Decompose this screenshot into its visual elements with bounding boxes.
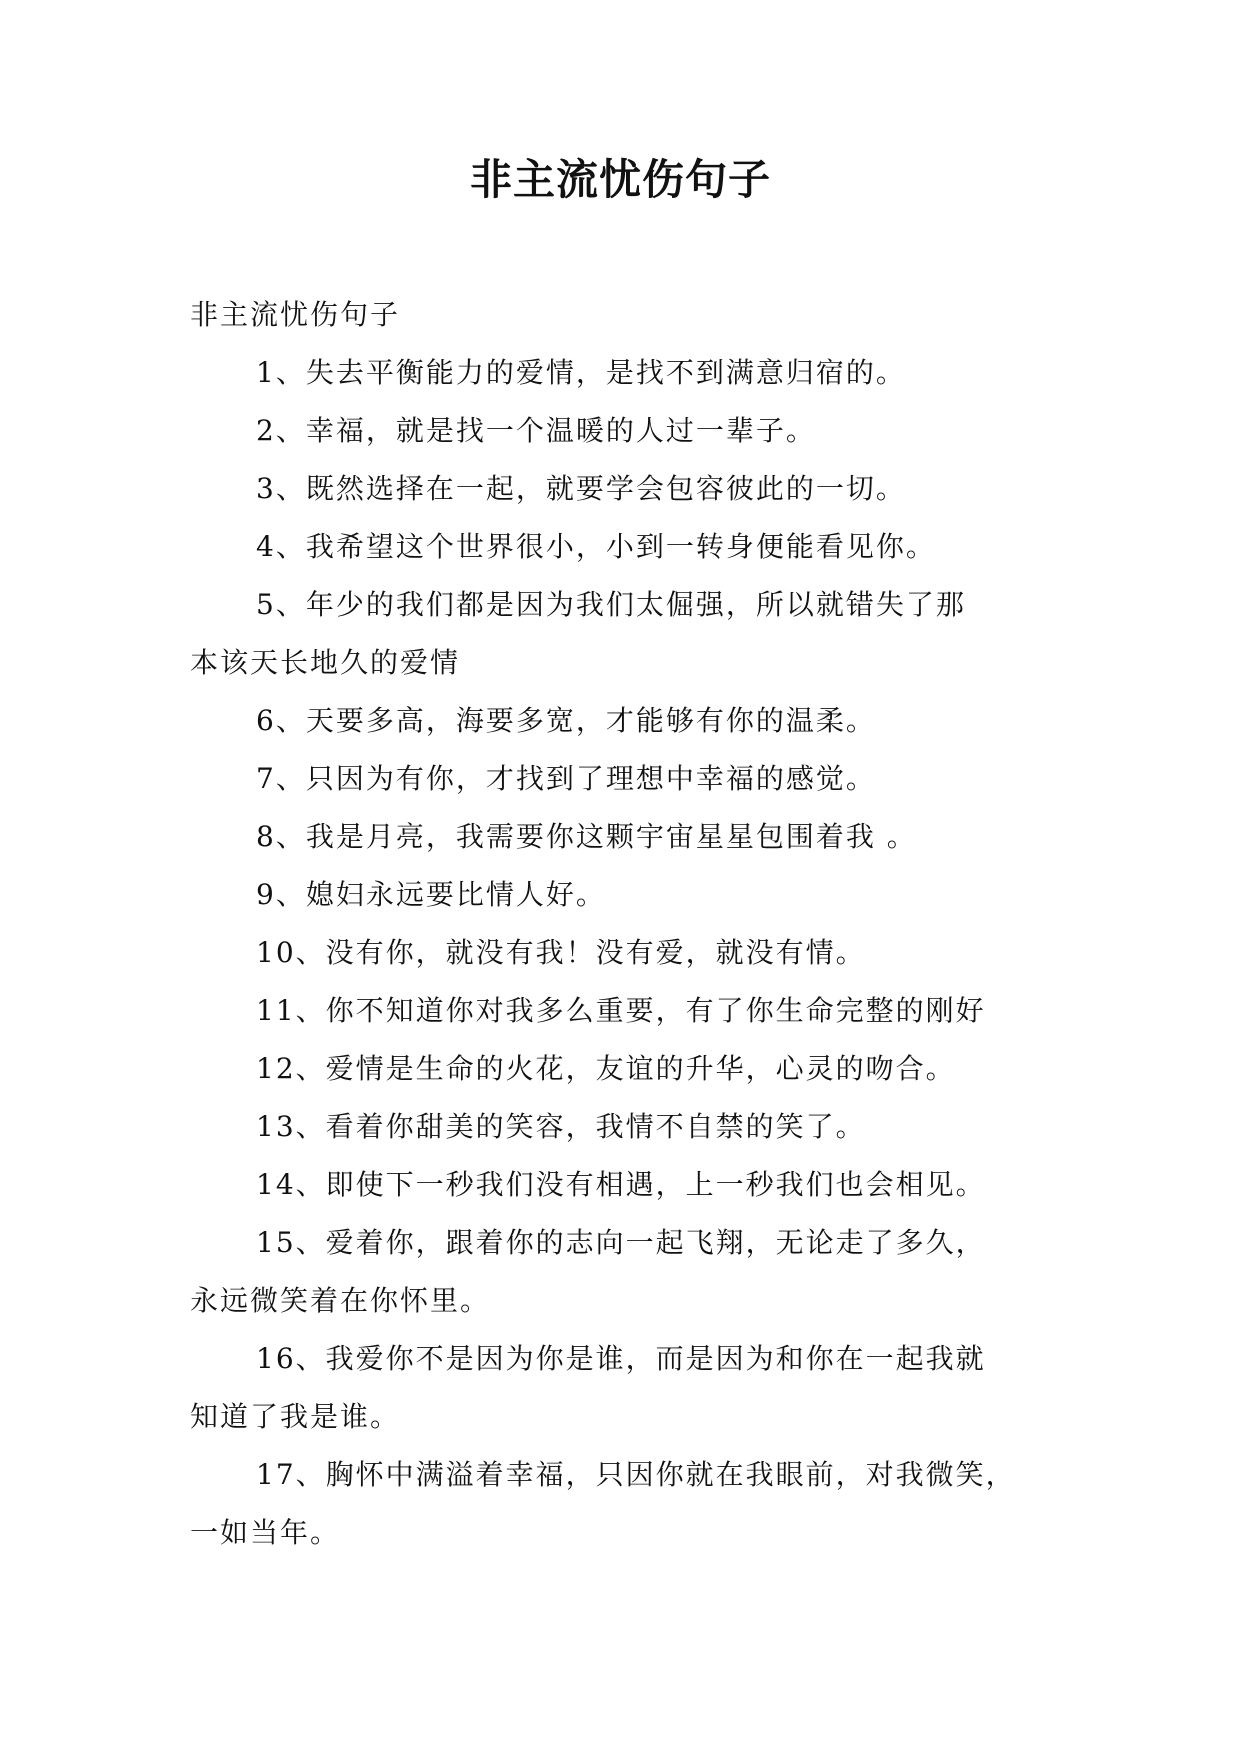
text-line: 4、我希望这个世界很小，小到一转身便能看见你。 (256, 530, 936, 563)
text-line: 14、即使下一秒我们没有相遇，上一秒我们也会相见。 (256, 1168, 986, 1201)
text-line: 16、我爱你不是因为你是谁，而是因为和你在一起我就 (256, 1342, 986, 1375)
text-line: 13、看着你甜美的笑容，我情不自禁的笑了。 (256, 1110, 866, 1143)
text-line: 11、你不知道你对我多么重要，有了你生命完整的刚好 (256, 994, 986, 1027)
text-line: 8、我是月亮，我需要你这颗宇宙星星包围着我 。 (256, 820, 917, 853)
text-line: 一如当年。 (190, 1516, 341, 1549)
text-line: 17、胸怀中满溢着幸福，只因你就在我眼前，对我微笑， (256, 1458, 1016, 1491)
text-line: 知道了我是谁。 (190, 1400, 401, 1433)
text-line: 7、只因为有你，才找到了理想中幸福的感觉。 (256, 762, 876, 795)
text-line: 本该天长地久的爱情 (190, 646, 461, 679)
text-line: 1、失去平衡能力的爱情，是找不到满意归宿的。 (256, 356, 906, 389)
text-line: 2、幸福，就是找一个温暖的人过一辈子。 (256, 414, 816, 447)
document-title: 非主流忧伤句子 (469, 155, 771, 204)
text-line: 6、天要多高，海要多宽，才能够有你的温柔。 (256, 704, 876, 737)
text-line: 9、媳妇永远要比情人好。 (256, 878, 606, 911)
text-line: 3、既然选择在一起，就要学会包容彼此的一切。 (256, 472, 906, 505)
text-line: 非主流忧伤句子 (190, 298, 401, 331)
text-line: 10、没有你，就没有我！没有爱，就没有情。 (256, 936, 866, 969)
text-line: 5、年少的我们都是因为我们太倔强，所以就错失了那 (256, 588, 966, 621)
text-line: 永远微笑着在你怀里。 (190, 1284, 491, 1317)
text-line: 15、爱着你，跟着你的志向一起飞翔，无论走了多久， (256, 1226, 986, 1259)
text-line: 12、爱情是生命的火花，友谊的升华，心灵的吻合。 (256, 1052, 956, 1085)
document-body (190, 286, 1070, 1562)
